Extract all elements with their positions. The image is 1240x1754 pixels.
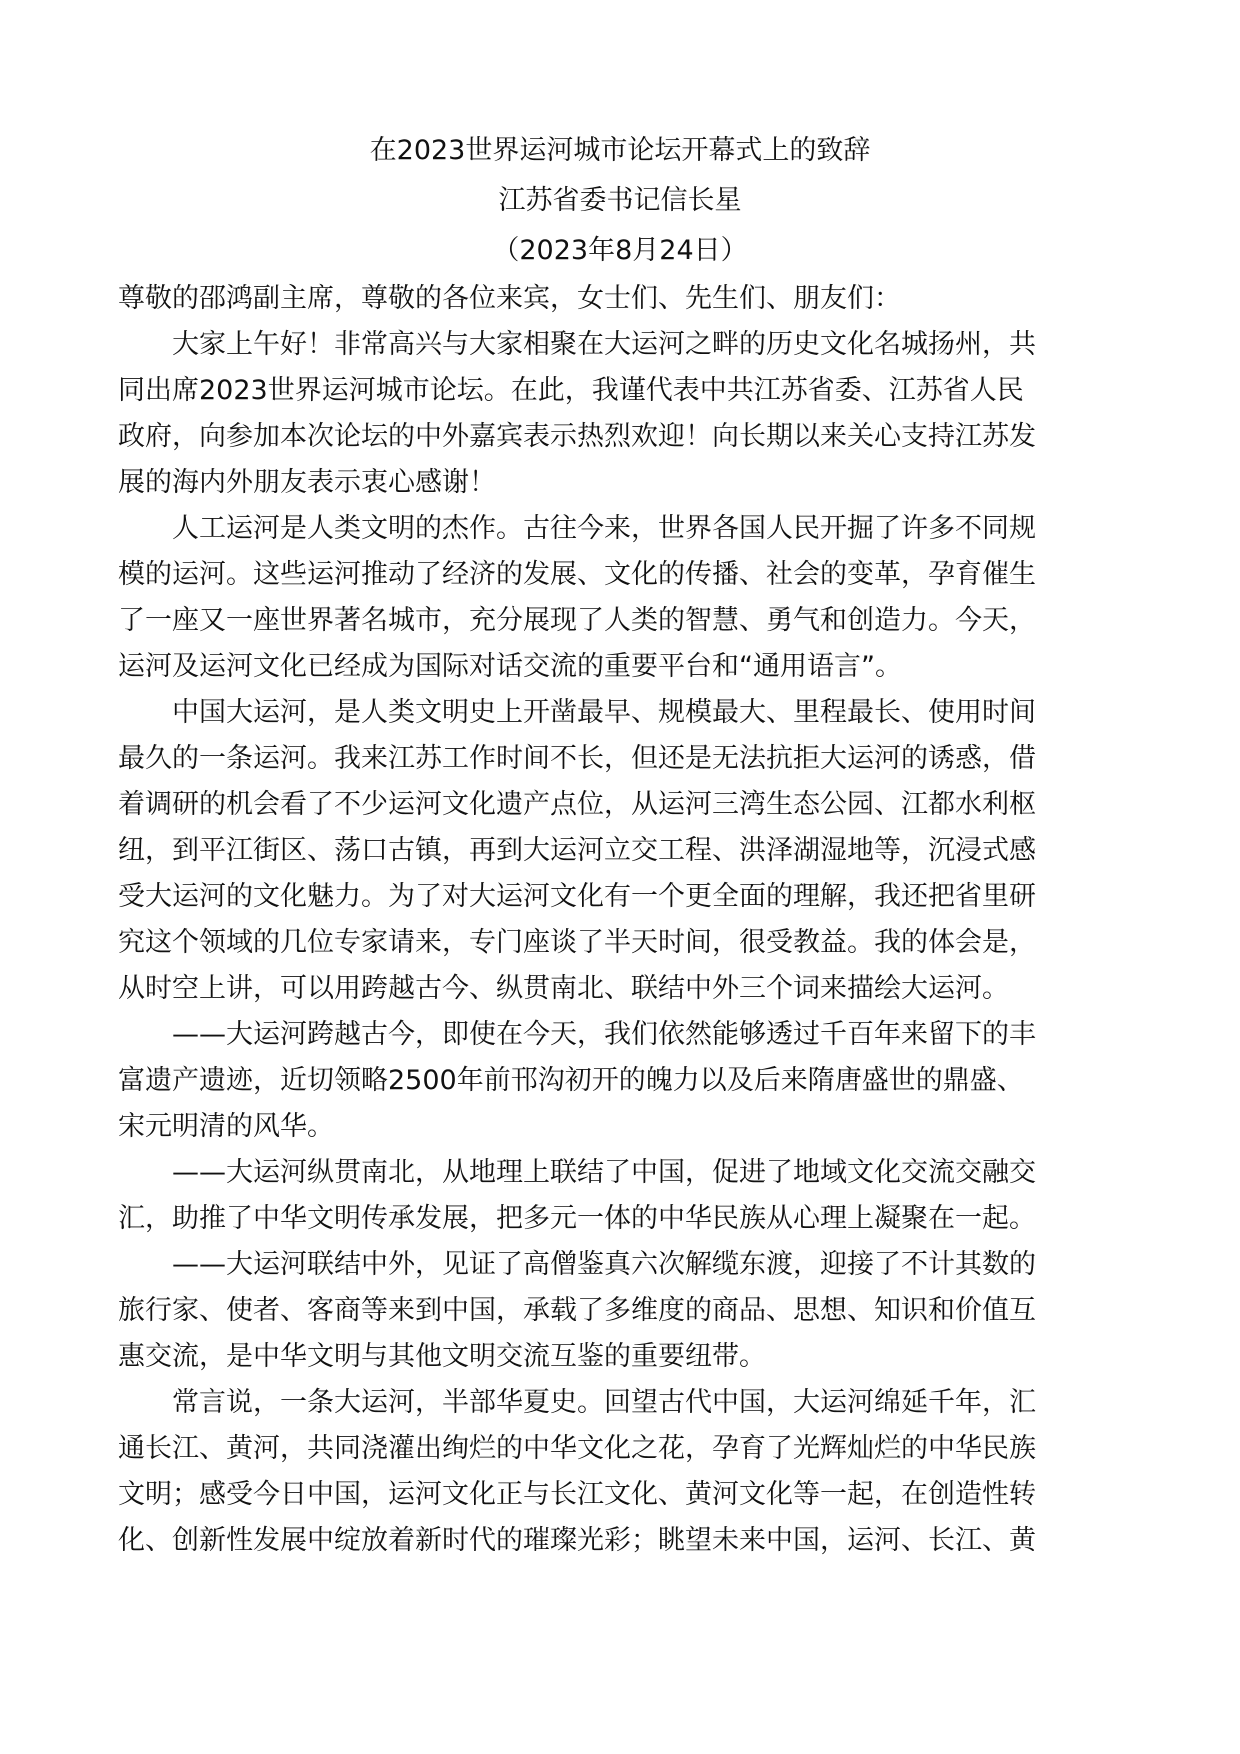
paragraph (118, 690, 1122, 1012)
paragraph-line: ——大运河联结中外，见证了高僧鉴真六次解缆东渡，迎接了不计其数的 (172, 1249, 1036, 1280)
paragraph-line: 了一座又一座世界著名城市，充分展现了人类的智慧、勇气和创造力。今天， (118, 605, 1036, 636)
paragraph-line: ——大运河纵贯南北，从地理上联结了中国，促进了地域文化交流交融交 (172, 1157, 1036, 1188)
paragraph-line: 着调研的机会看了不少运河文化遗产点位，从运河三湾生态公园、江都水利枢 (118, 789, 1036, 820)
paragraph (118, 506, 1122, 690)
paragraph-line: 人工运河是人类文明的杰作。古往今来，世界各国人民开掘了许多不同规 (172, 513, 1036, 544)
paragraph (118, 1150, 1122, 1242)
paragraph-line: 化、创新性发展中绽放着新时代的璀璨光彩；眺望未来中国，运河、长江、黄 (118, 1525, 1036, 1556)
paragraph-line: 中国大运河，是人类文明史上开凿最早、规模最大、里程最长、使用时间 (172, 697, 1036, 728)
paragraph-line: 汇，助推了中华文明传承发展，把多元一体的中华民族从心理上凝聚在一起。 (118, 1203, 1036, 1234)
paragraph-line: 展的海内外朋友表示衷心感谢！ (118, 467, 496, 498)
paragraph-line: 通长江、黄河，共同浇灌出绚烂的中华文化之花，孕育了光辉灿烂的中华民族 (118, 1433, 1036, 1464)
paragraph-line: 旅行家、使者、客商等来到中国，承载了多维度的商品、思想、知识和价值互 (118, 1295, 1036, 1326)
paragraph-line: 富遗产遗迹，近切领略2500年前邗沟初开的魄力以及后来隋唐盛世的鼎盛、 (118, 1065, 1024, 1096)
paragraph-line: 大家上午好！非常高兴与大家相聚在大运河之畔的历史文化名城扬州，共 (172, 329, 1036, 360)
speech-date: （2023年8月24日） (492, 235, 748, 266)
salutation-line: 尊敬的邵鸿副主席，尊敬的各位来宾，女士们、先生们、朋友们： (118, 283, 901, 314)
speech-author: 江苏省委书记信长星 (498, 185, 742, 216)
paragraph-line: 从时空上讲，可以用跨越古今、纵贯南北、联结中外三个词来描绘大运河。 (118, 973, 1009, 1004)
paragraph-line: 究这个领域的几位专家请来，专门座谈了半天时间，很受教益。我的体会是， (118, 927, 1036, 958)
speech-title: 在2023世界运河城市论坛开幕式上的致辞 (369, 135, 871, 166)
paragraph-line: 惠交流，是中华文明与其他文明交流互鉴的重要纽带。 (118, 1341, 766, 1372)
paragraph (118, 1242, 1122, 1380)
paragraph-line: 常言说，一条大运河，半部华夏史。回望古代中国，大运河绵延千年，汇 (172, 1387, 1036, 1418)
salutation (118, 276, 1122, 322)
paragraph-line: 模的运河。这些运河推动了经济的发展、文化的传播、社会的变革，孕育催生 (118, 559, 1036, 590)
paragraph-line: ——大运河跨越古今，即使在今天，我们依然能够透过千百年来留下的丰 (172, 1019, 1036, 1050)
paragraph-line: 运河及运河文化已经成为国际对话交流的重要平台和“通用语言”。 (118, 651, 902, 682)
paragraph-line: 文明；感受今日中国，运河文化正与长江文化、黄河文化等一起，在创造性转 (118, 1479, 1036, 1510)
paragraph-line: 政府，向参加本次论坛的中外嘉宾表示热烈欢迎！向长期以来关心支持江苏发 (118, 421, 1036, 452)
paragraph-line: 纽，到平江街区、荡口古镇，再到大运河立交工程、洪泽湖湿地等，沉浸式感 (118, 835, 1036, 866)
paragraph (118, 1012, 1122, 1150)
paragraph-line: 同出席2023世界运河城市论坛。在此，我谨代表中共江苏省委、江苏省人民 (118, 375, 1024, 406)
paragraph-line: 受大运河的文化魅力。为了对大运河文化有一个更全面的理解，我还把省里研 (118, 881, 1036, 912)
paragraph (118, 322, 1122, 506)
paragraph-line: 宋元明清的风华。 (118, 1111, 334, 1142)
paragraph-line: 最久的一条运河。我来江苏工作时间不长，但还是无法抗拒大运河的诱惑，借 (118, 743, 1036, 774)
paragraph (118, 1380, 1122, 1564)
speech-body (118, 322, 1122, 1564)
